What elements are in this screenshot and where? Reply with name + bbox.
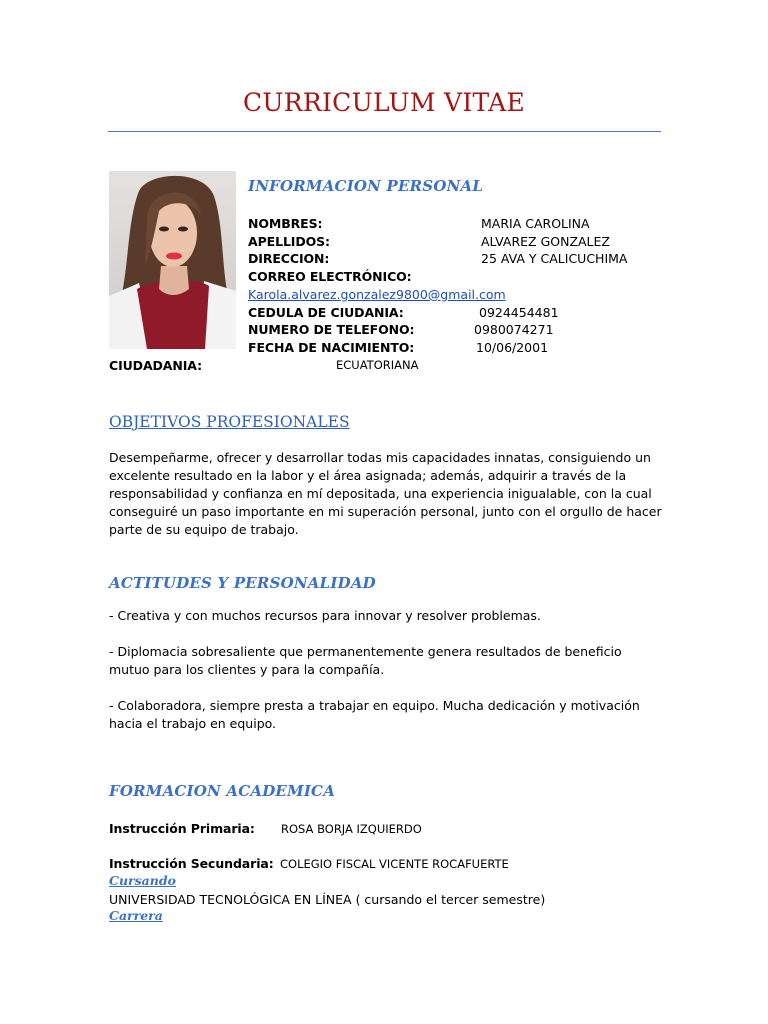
value-primaria: ROSA BORJA IZQUIERDO bbox=[281, 822, 422, 836]
page-title: CURRICULUM VITAE bbox=[242, 88, 526, 117]
label-ciudadania: CIUDADANIA: bbox=[109, 358, 202, 373]
value-telefono: 0980074271 bbox=[474, 322, 554, 337]
value-nacimiento: 10/06/2001 bbox=[476, 340, 549, 355]
portrait-image bbox=[109, 171, 236, 349]
section-heading-formacion: FORMACION ACADEMICA bbox=[109, 782, 336, 800]
label-nombres: NOMBRES: bbox=[248, 216, 323, 231]
label-apellidos: APELLIDOS: bbox=[248, 234, 330, 249]
actitud-item: - Colaboradora, siempre presta a trabajar en equipo. Mucha dedicación y motivación hacia el trabajo en equipo. bbox=[109, 698, 640, 731]
label-primaria: Instrucción Primaria: bbox=[109, 821, 255, 836]
value-secundaria: COLEGIO FISCAL VICENTE ROCAFUERTE bbox=[280, 857, 509, 871]
label-nacimiento: FECHA DE NACIMIENTO: bbox=[248, 340, 415, 355]
objetivos-text: Desempeñarme, ofrecer y desarrollar todas mis capacidades innatas, consiguiendo un excelente resultado en la labor y el área asignada; además, adquirir a través de la responsabilidad y confianza en mí depositada, una experiencia inigualable, con la cual conseguiré un paso importante en mi superación personal, junto con el orgullo de hacer parte de su equipo de trabajo. bbox=[109, 450, 662, 537]
actitud-item: - Creativa y con muchos recursos para innovar y resolver problemas. bbox=[109, 608, 541, 623]
actitud-item: - Diplomacia sobresaliente que permanentemente genera resultados de beneficio mutuo para los clientes y para la compañía. bbox=[109, 644, 622, 677]
title-divider bbox=[108, 131, 661, 132]
section-heading-personal: INFORMACION PERSONAL bbox=[248, 177, 484, 195]
value-direccion: 25 AVA Y CALICUCHIMA bbox=[481, 251, 628, 266]
cursando-link[interactable]: Cursando bbox=[109, 873, 176, 888]
label-direccion: DIRECCION: bbox=[248, 251, 330, 266]
label-cedula: CEDULA DE CIUDANIA: bbox=[248, 305, 404, 320]
carrera-link[interactable]: Carrera bbox=[109, 908, 163, 923]
section-heading-objetivos: OBJETIVOS PROFESIONALES bbox=[109, 413, 350, 431]
label-correo: CORREO ELECTRÓNICO: bbox=[248, 269, 412, 284]
profile-photo bbox=[109, 171, 236, 349]
value-universidad: UNIVERSIDAD TECNOLÓGICA EN LÍNEA ( cursando el tercer semestre) bbox=[109, 892, 546, 907]
value-ciudadania: ECUATORIANA bbox=[336, 358, 419, 372]
value-apellidos: ALVAREZ GONZALEZ bbox=[481, 234, 610, 249]
value-nombres: MARIA CAROLINA bbox=[481, 216, 590, 231]
label-telefono: NUMERO DE TELEFONO: bbox=[248, 322, 415, 337]
section-heading-actitudes: ACTITUDES Y PERSONALIDAD bbox=[109, 574, 376, 592]
label-secundaria: Instrucción Secundaria: bbox=[109, 856, 274, 871]
value-cedula: 0924454481 bbox=[479, 305, 559, 320]
email-link[interactable]: Karola.alvarez.gonzalez9800@gmail.com bbox=[248, 287, 506, 302]
